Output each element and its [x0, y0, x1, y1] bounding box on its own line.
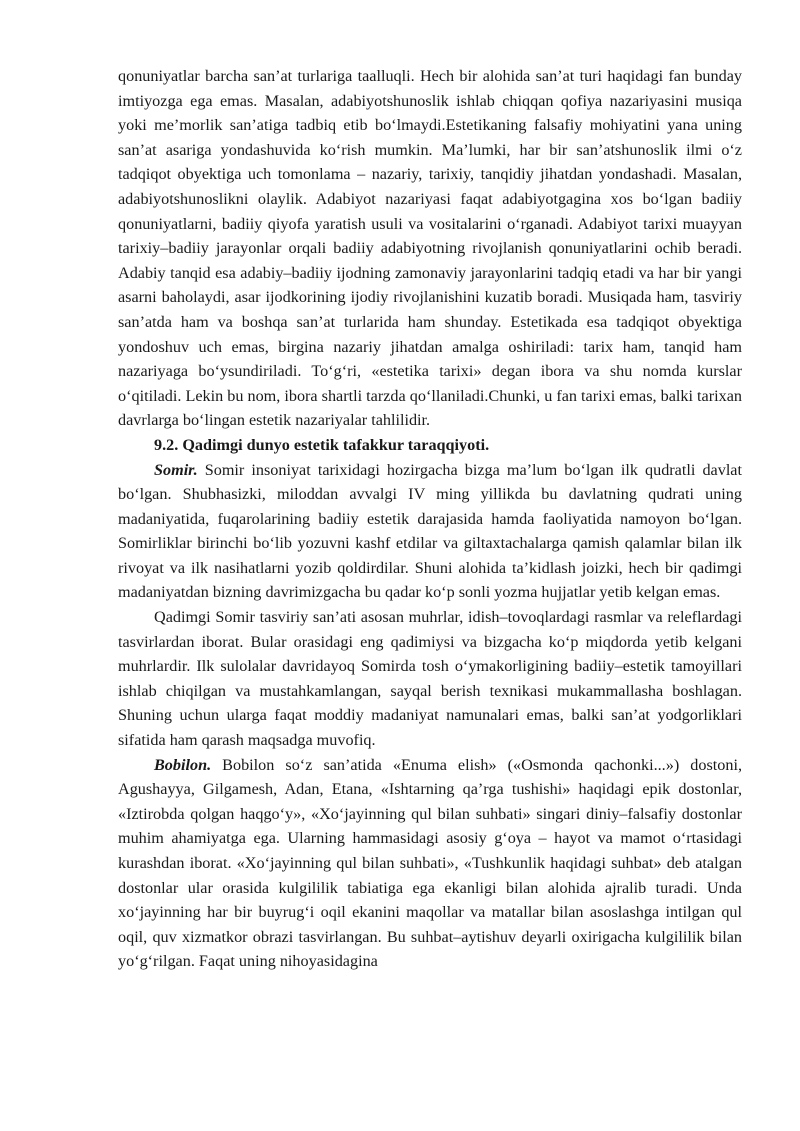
paragraph-lead-term: Somir. [154, 460, 198, 479]
document-page [118, 64, 742, 974]
paragraph-lead-term: Bobilon. [154, 755, 212, 774]
body-paragraph [118, 458, 742, 606]
paragraph-text: Somir insoniyat tarixidagi hozirgacha bizga ma’lum bo‘lgan ilk qudratli davlat bo‘lgan. Shubhasizki, miloddan avvalgi IV ming yillikda bu davlatning qudrati uning madaniyatida, fuqarolarining badiiy estetik darajasida hamda faoliyatida namoyon bo‘lgan. Somirliklar birinchi bo‘lib yozuvni kashf etdilar va giltaxtachalarga qamish qalamlar bilan ilk rivoyat va ilk nasihatlarni yozib qoldirdilar. Shuni alohida ta’kidlash joizki, hech bir qadimgi madaniyatdan bizning davrimizgacha bu qadar ko‘p sonli yozma hujjatlar yetib kelgan emas. [118, 460, 742, 602]
body-paragraph [118, 753, 742, 974]
body-paragraph: qonuniyatlar barcha san’at turlariga taalluqli. Hech bir alohida san’at turi haqidagi fan bunday imtiyozga ega emas. Masalan, adabiyotshunoslik ishlab chiqqan qofiya nazariyasini musiqa yoki me’morlik san’atiga tadbiq etib bo‘lmaydi.Estetikaning falsafiy mohiyatini yana uning san’at asariga yondashuvida ko‘rish mumkin. Ma’lumki, har bir san’atshunoslik ilmi o‘z tadqiqot obyektiga uch tomonlama – nazariy, tarixiy, tanqidiy jihatdan yondashadi. Masalan, adabiyotshunoslikni olaylik. Adabiyot nazariyasi faqat adabiyotgagina xos bo‘lgan badiiy qonuniyatlarni, badiiy qiyofa yaratish usuli va vositalarini o‘rganadi. Adabiyot tarixi muayyan tarixiy–badiiy jarayonlar orqali badiiy adabiyotning rivojlanish qonuniyatlarini ochib beradi. Adabiy tanqid esa adabiy–badiiy ijodning zamonaviy jarayonlarini tadqiq etadi va har bir yangi asarni baholaydi, asar ijodkorining ijodiy rivojlanishini kuzatib boradi. Musiqada ham, tasviriy san’atda ham va boshqa san’at turlarida ham shunday. Estetikada esa tadqiqot obyektiga yondoshuv uch emas, birgina nazariy jihatdan amalga oshiriladi: tarix ham, tanqid ham nazariyaga bo‘ysundiriladi. To‘g‘ri, «estetika tarixi» degan ibora va shu nomda kurslar o‘qitiladi. Lekin bu nom, ibora shartli tarzda qo‘llaniladi.Chunki, u fan tarixi emas, balki tarixan davrlarga bo‘lingan estetik nazariyalar tahlilidir. [118, 67, 742, 430]
section-heading: 9.2. Qadimgi dunyo estetik tafakkur taraqqiyoti. [154, 435, 490, 454]
paragraph-text: Bobilon so‘z san’atida «Enuma elish» («Osmonda qachonki...») dostoni, Agushayya, Gilgamesh, Adan, Etana, «Ishtarning qa’rga tushishi» haqidagi epik dostonlar, «Iztirobda qolgan haqgo‘y», «Xo‘jayinning qul bilan suhbati» singari diniy–falsafiy dostonlar muhim ahamiyatga ega. Ularning hammasidagi asosiy g‘oya – hayot va mamot o‘rtasidagi kurashdan iborat. «Xo‘jayinning qul bilan suhbati», «Tushkunlik haqidagi suhbat» deb atalgan dostonlar ular orasida kulgililik tabiatiga ega ekanligi bilan alohida ajralib turadi. Unda xo‘jayinning har bir buyrug‘i oqil ekanini maqollar va matallar bilan asoslashga intilgan qul oqil, quv xizmatkor obrazi tasvirlangan. Bu suhbat–aytishuv deyarli oxirigacha kulgililik bilan yo‘g‘rilgan. Faqat uning nihoyasidagina [118, 755, 742, 971]
body-paragraph: Qadimgi Somir tasviriy san’ati asosan muhrlar, idish–tovoqlardagi rasmlar va releflardagi tasvirlardan iborat. Bular orasidagi eng qadimiysi va bizgacha ko‘p miqdorda yetib kelgani muhrlardir. Ilk sulolalar davridayoq Somirda tosh o‘ymakorligining badiiy–estetik tamoyillari ishlab chiqilgan va mustahkamlangan, sayqal berish texnikasi mukammallasha boshlagan. Shuning uchun ularga faqat moddiy madaniyat namunalari emas, balki san’at yodgorliklari sifatida ham qarash maqsadga muvofiq. [118, 608, 742, 750]
